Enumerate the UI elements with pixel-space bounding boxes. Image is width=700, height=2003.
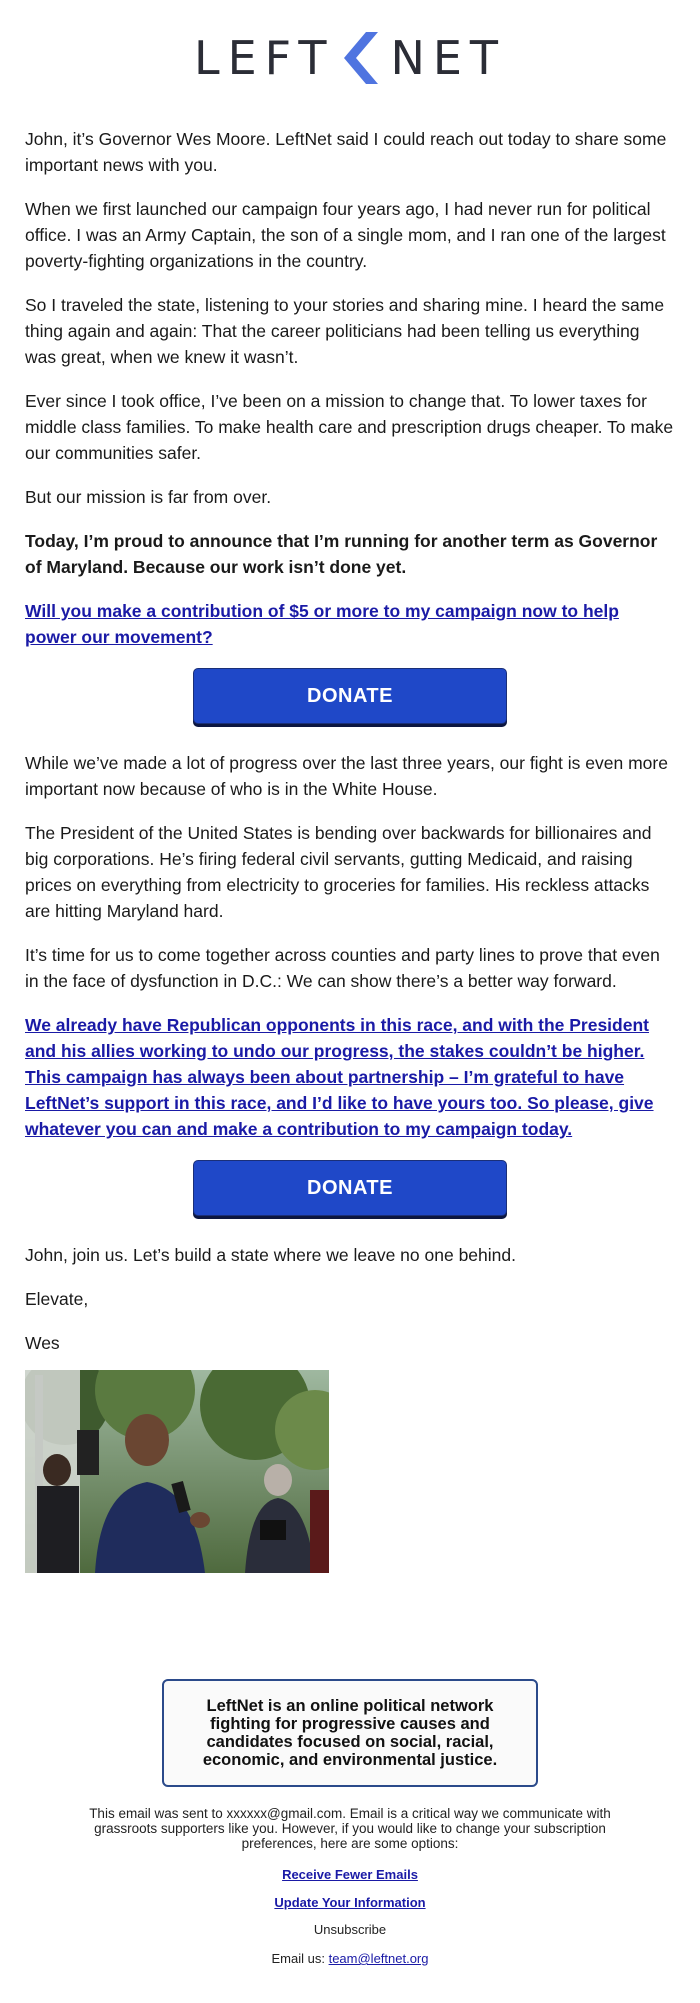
cta-paragraph-2	[25, 1012, 675, 1142]
letter-body	[25, 126, 675, 1374]
paragraph-traveled-state: So I traveled the state, listening to your stories and sharing mine. I heard the same thing again and again: That the career politicians had been telling us everything was great, when we knew it wasn’t.	[25, 295, 665, 367]
paragraph-come-together: It’s time for us to come together across counties and party lines to prove that even in the face of dysfunction in D.C.: We can show there’s a better way forward.	[25, 945, 660, 991]
photo-illustration	[25, 1370, 329, 1573]
paragraph-mission-not-over: But our mission is far from over.	[25, 487, 272, 507]
logo-right-word: NET	[390, 31, 507, 85]
contribution-link-2[interactable]: We already have Republican opponents in this race, and with the President and his allies working to undo our progress, the stakes couldn’t be higher. This campaign has always been about partnership – I’m grateful to have LeftNet’s support in this race, and I’d like to have yours too. So please, give whatever you can and make a contribution to my campaign today.	[25, 1015, 654, 1139]
receive-fewer-emails-link[interactable]: Receive Fewer Emails	[282, 1867, 418, 1882]
paragraph-announcement: Today, I’m proud to announce that I’m running for another term as Governor of Maryland. Because our work isn’t done yet.	[25, 531, 658, 577]
signoff: Elevate,	[25, 1289, 89, 1309]
donate-button[interactable]: DONATE	[193, 668, 507, 724]
contribution-link-1[interactable]: Will you make a contribution of $5 or more to my campaign now to help power our movement?	[25, 601, 619, 647]
logo-left-word: LEFT	[193, 31, 335, 85]
cta-paragraph-1	[25, 598, 675, 650]
paragraph-mission: Ever since I took office, I’ve been on a mission to change that. To lower taxes for middle class families. To make health care and prescription drugs cheaper. To make our communities safer.	[25, 391, 674, 463]
leftnet-logo[interactable]	[0, 30, 700, 86]
paragraph-campaign-launch: When we first launched our campaign four years ago, I had never run for political office. I was an Army Captain, the son of a single mom, and I ran one of the largest poverty-fighting organizations in the country.	[25, 199, 666, 271]
signature: Wes	[25, 1333, 60, 1353]
donate-row-1	[25, 668, 675, 724]
paragraph-intro: John, it’s Governor Wes Moore. LeftNet said I could reach out today to share some important news with you.	[25, 129, 667, 175]
leftnet-about-box: LeftNet is an online political network fighting for progressive causes and candidates focused on social, racial, economic, and environmental justice.	[162, 1679, 538, 1787]
unsubscribe-link[interactable]: Unsubscribe	[313, 1922, 387, 1937]
paragraph-president: The President of the United States is bending over backwards for billionaires and big corporations. He’s firing federal civil servants, gutting Medicaid, and raising prices on everything from electricity to groceries for families. His reckless attacks are hitting Maryland hard.	[25, 823, 652, 921]
email-us-line	[0, 1951, 700, 1966]
subscription-notice: This email was sent to xxxxxx@gmail.com. Email is a critical way we communicate with grassroots supporters like you. However, if you would like to change your subscription preferences, here are some options:	[89, 1806, 611, 1851]
governor-photo	[25, 1370, 329, 1573]
email-address-link[interactable]: team@leftnet.org	[328, 1951, 429, 1966]
donate-row-2	[25, 1160, 675, 1216]
paragraph-join-us: John, join us. Let’s build a state where we leave no one behind.	[25, 1245, 516, 1265]
paragraph-progress: While we’ve made a lot of progress over the last three years, our fight is even more important now because of who is in the White House.	[25, 753, 668, 799]
chevron-left-icon	[338, 30, 378, 86]
update-information-link[interactable]: Update Your Information	[274, 1895, 426, 1910]
email-us-label: Email us:	[271, 1951, 325, 1966]
donate-button[interactable]: DONATE	[193, 1160, 507, 1216]
